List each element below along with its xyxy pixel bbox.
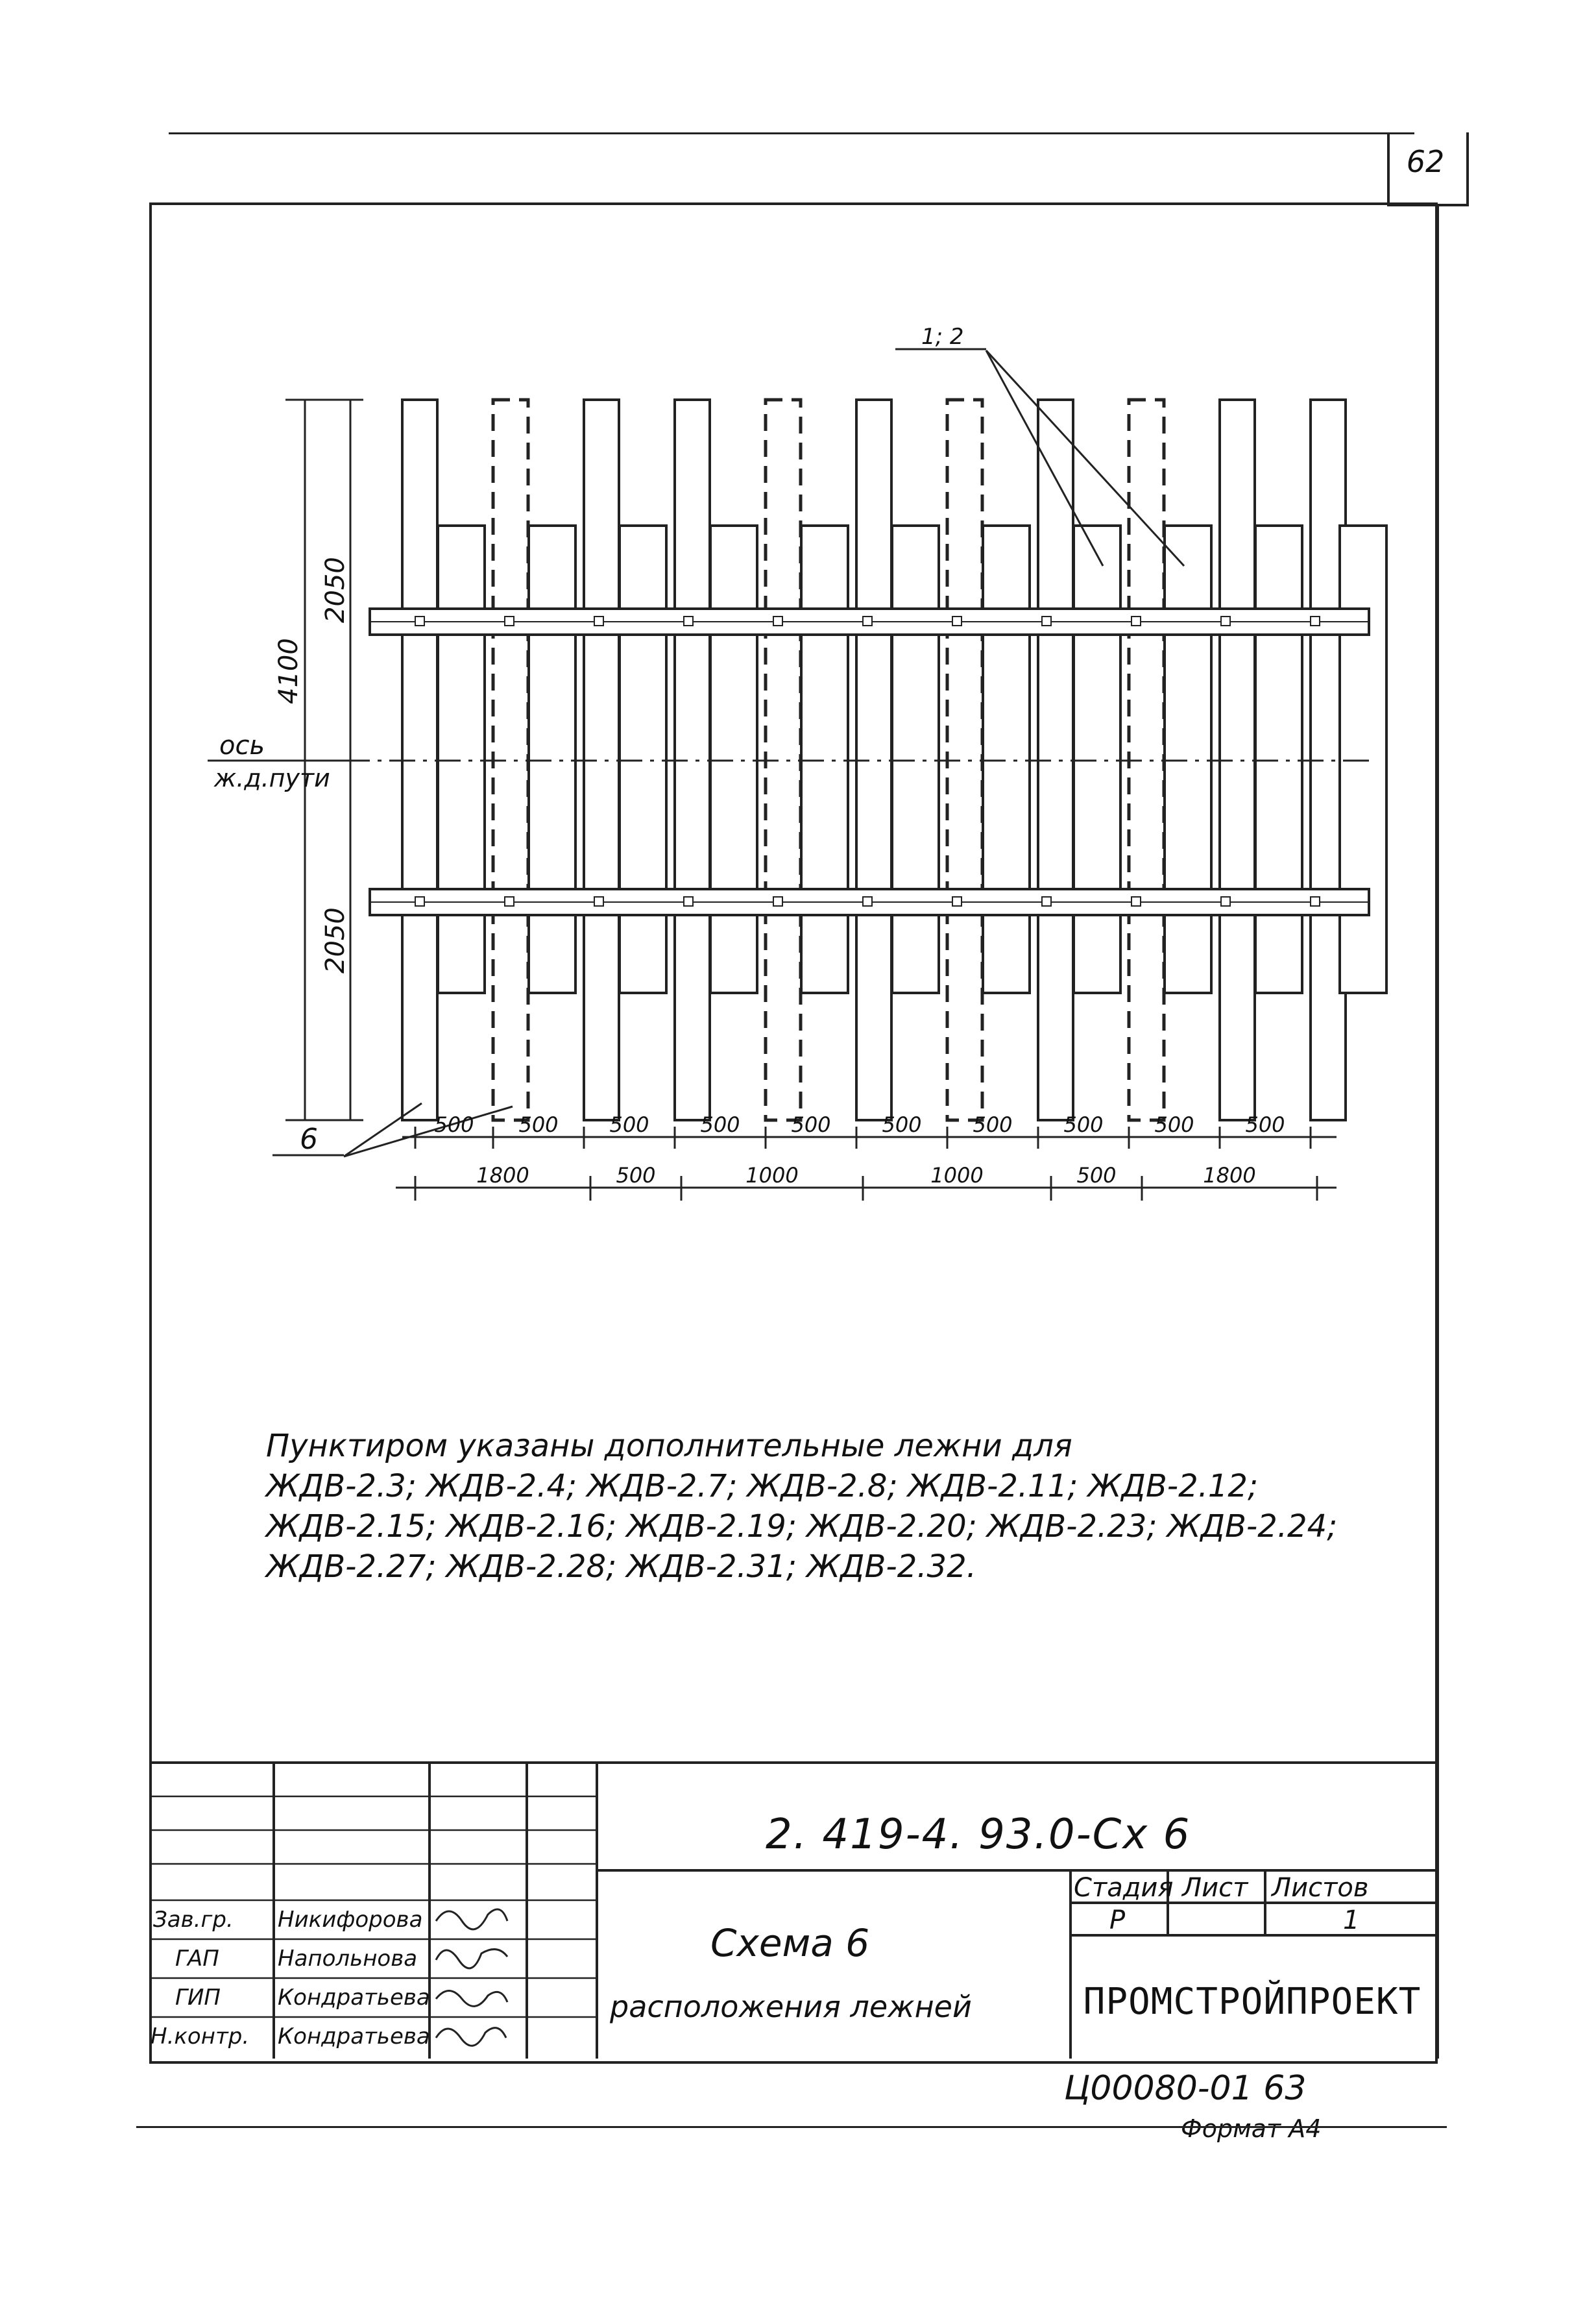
sheet-bottom-line [136,2126,1447,2128]
callout-bottom-label: 6 [300,1123,318,1156]
dim-row1-label: 500 [434,1112,474,1137]
dim-row1-label: 500 [700,1112,740,1137]
dim-row1-label: 500 [518,1112,559,1137]
archive-number: Ц00080-01 63 [1064,2069,1307,2108]
signature-name: Напольнова [278,1946,418,1972]
signature-role: ГИП [175,1985,221,2011]
signature-role: Н.контр. [151,2024,250,2049]
signature-role: ГАП [175,1946,219,1972]
dim-row2-label: 1000 [745,1163,799,1188]
drawing-title: Схема 6 [710,1921,870,1965]
dim-row2-label: 500 [1076,1163,1117,1188]
axis-label-top: ось [219,731,265,761]
signature-name: Никифорова [278,1907,423,1933]
signature-role: Зав.гр. [153,1907,234,1933]
signature-mark [436,1991,507,2007]
drawing-subtitle: расположения лежней [610,1989,972,2024]
dim-row1-label: 500 [973,1112,1013,1137]
dim-row1-label: 500 [882,1112,922,1137]
note-line-4: ЖДВ-2.27; ЖДВ-2.28; ЖДВ-2.31; ЖДВ-2.32. [266,1548,976,1585]
dim-row2-label: 1800 [476,1163,529,1188]
sheet-header: Лист [1182,1873,1248,1903]
note-line-1: Пунктиром указаны дополнительные лежни для [266,1428,1072,1464]
dim-row2-label: 500 [616,1163,656,1188]
stage-value: Р [1109,1905,1126,1935]
dim-lower-half: 2050 [321,907,350,973]
organization-name: ПРОМСТРОЙПРОЕКТ [1083,1981,1422,2023]
axis-label-bottom: ж.д.пути [214,764,330,792]
dim-row1-label: 500 [791,1112,831,1137]
signature-name: Кондратьева [278,2024,430,2049]
sheets-header: Листов [1272,1873,1369,1903]
note-line-3: ЖДВ-2.15; ЖДВ-2.16; ЖДВ-2.19; ЖДВ-2.20; ЖДВ-2.23; ЖДВ-2.24; [266,1508,1338,1545]
signature-mark [436,1950,507,1968]
document-code: 2. 419-4. 93.0-Сх 6 [766,1811,1191,1859]
dim-row2-label: 1800 [1203,1163,1256,1188]
signature-name: Кондратьева [278,1985,430,2011]
signature-mark [436,1909,507,1929]
format-label: Формат А4 [1181,2114,1322,2143]
dim-row1-label: 500 [1063,1112,1104,1137]
note-line-2: ЖДВ-2.3; ЖДВ-2.4; ЖДВ-2.7; ЖДВ-2.8; ЖДВ-2.11; ЖДВ-2.12; [266,1468,1259,1504]
dim-upper-half: 2050 [321,557,350,623]
dim-row1-label: 500 [609,1112,649,1137]
dim-row1-label: 500 [1154,1112,1194,1137]
stage-header: Стадия [1074,1873,1174,1903]
callout-top-label: 1; 2 [921,324,964,350]
signature-mark [436,2028,506,2046]
dim-row1-label: 500 [1245,1112,1285,1137]
page-number: 62 [1406,144,1445,179]
sheets-value: 1 [1343,1905,1360,1935]
dim-total-vertical: 4100 [274,638,304,704]
dim-row2-label: 1000 [930,1163,984,1188]
